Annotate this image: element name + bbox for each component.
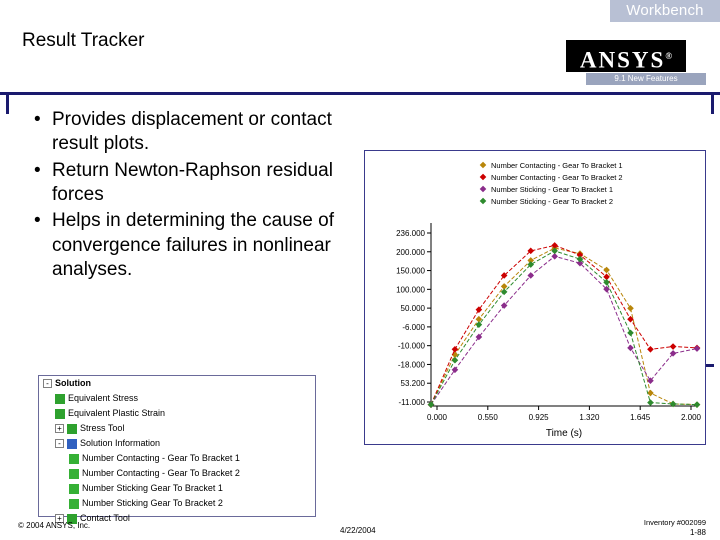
result-tracker-chart	[364, 150, 706, 445]
chart-canvas	[365, 151, 705, 444]
svg-text:0.550: 0.550	[477, 413, 498, 422]
list-item	[28, 159, 358, 208]
svg-text:Time (s): Time (s)	[545, 428, 583, 439]
list-item	[28, 108, 358, 157]
tree-item[interactable]	[39, 436, 315, 451]
svg-text:Number Contacting - Gear To Br: Number Contacting - Gear To Bracket 1	[491, 161, 623, 170]
svg-text:Number Sticking - Gear To Brac: Number Sticking - Gear To Bracket 2	[491, 197, 613, 206]
divider-tick-left	[6, 92, 9, 114]
inventory-number: Inventory #002099	[643, 518, 706, 527]
tree-item-label: Number Contacting - Gear To Bracket 1	[82, 453, 240, 464]
bullet-text: Provides displacement or contact result plots.	[52, 109, 332, 155]
bullet-marker-icon: •	[34, 159, 41, 181]
collapse-icon[interactable]: -	[43, 379, 52, 388]
bullet-text: Return Newton-Raphson residual forces	[52, 159, 333, 205]
divider-top	[0, 92, 720, 95]
tree-item-label: Equivalent Plastic Strain	[68, 408, 166, 419]
expand-icon[interactable]: +	[55, 514, 64, 523]
svg-text:1.645: 1.645	[630, 413, 651, 422]
collapse-icon[interactable]: -	[55, 439, 64, 448]
tree-status-icon	[55, 394, 65, 404]
tree-item-label: Solution	[55, 378, 91, 389]
svg-text:Number Contacting - Gear To Br: Number Contacting - Gear To Bracket 2	[491, 173, 623, 182]
svg-text:200.000: 200.000	[396, 247, 425, 257]
tree-status-icon	[69, 499, 79, 509]
workbench-banner: Workbench	[610, 0, 720, 22]
svg-text:100.000: 100.000	[396, 285, 425, 295]
svg-text:50.000: 50.000	[400, 304, 425, 314]
tree-item[interactable]	[39, 376, 315, 391]
solution-tree-panel[interactable]	[38, 375, 316, 524]
page-title: Result Tracker	[22, 30, 145, 51]
tree-item-label: Equivalent Stress	[68, 393, 139, 404]
version-banner: 9.1 New Features	[586, 73, 706, 85]
bullet-marker-icon: •	[34, 109, 41, 130]
tree-item-label: Stress Tool	[80, 423, 125, 434]
list-item	[28, 209, 358, 282]
tree-item[interactable]	[39, 421, 315, 436]
tree-item[interactable]	[39, 466, 315, 481]
svg-text:-18.000: -18.000	[397, 360, 425, 370]
ansys-logo	[566, 40, 686, 72]
tree-item-label: Number Sticking Gear To Bracket 2	[82, 498, 223, 509]
bullet-list	[28, 108, 358, 284]
registered-mark: ®	[665, 51, 673, 61]
tree-item[interactable]	[39, 451, 315, 466]
tree-item-label: Solution Information	[80, 438, 161, 449]
svg-text:0.000: 0.000	[426, 413, 448, 422]
tree-item-label: Number Contacting - Gear To Bracket 2	[82, 468, 240, 479]
svg-text:236.000: 236.000	[396, 229, 425, 238]
tree-item[interactable]	[39, 391, 315, 406]
tree-status-icon	[69, 469, 79, 479]
ansys-logo-text: ANSYS	[579, 47, 666, 73]
tree-status-icon	[67, 424, 77, 434]
tree-item[interactable]	[39, 481, 315, 496]
tree-status-icon	[69, 454, 79, 464]
tree-item-label: Contact Tool	[80, 513, 130, 524]
svg-text:150.000: 150.000	[396, 266, 425, 276]
svg-text:2.000: 2.000	[680, 413, 702, 422]
bullet-marker-icon: •	[34, 210, 41, 232]
svg-text:0.925: 0.925	[528, 413, 549, 422]
tree-item[interactable]	[39, 406, 315, 421]
svg-text:-10.000: -10.000	[397, 341, 425, 351]
tree-item[interactable]	[39, 496, 315, 511]
copyright-text: © 2004 ANSYS, Inc.	[18, 521, 91, 530]
footer-date: 4/22/2004	[340, 526, 376, 535]
tree-status-icon	[69, 484, 79, 494]
svg-text:53.200: 53.200	[400, 379, 425, 389]
divider-tick-right	[711, 92, 714, 114]
tree-item-label: Number Sticking Gear To Bracket 1	[82, 483, 223, 494]
expand-icon[interactable]: +	[55, 424, 64, 433]
tree-status-icon	[55, 409, 65, 419]
tree-rows	[39, 376, 315, 526]
svg-text:-11.000: -11.000	[398, 398, 425, 407]
tree-status-icon	[67, 439, 77, 449]
svg-text:Number Sticking - Gear To Brac: Number Sticking - Gear To Bracket 1	[491, 185, 613, 194]
bullet-text: Helps in determining the cause of convergence failures in nonlinear analyses.	[52, 210, 334, 280]
svg-text:1.320: 1.320	[579, 413, 600, 422]
page-number: 1-88	[689, 528, 706, 537]
svg-text:-6.000: -6.000	[402, 322, 425, 332]
